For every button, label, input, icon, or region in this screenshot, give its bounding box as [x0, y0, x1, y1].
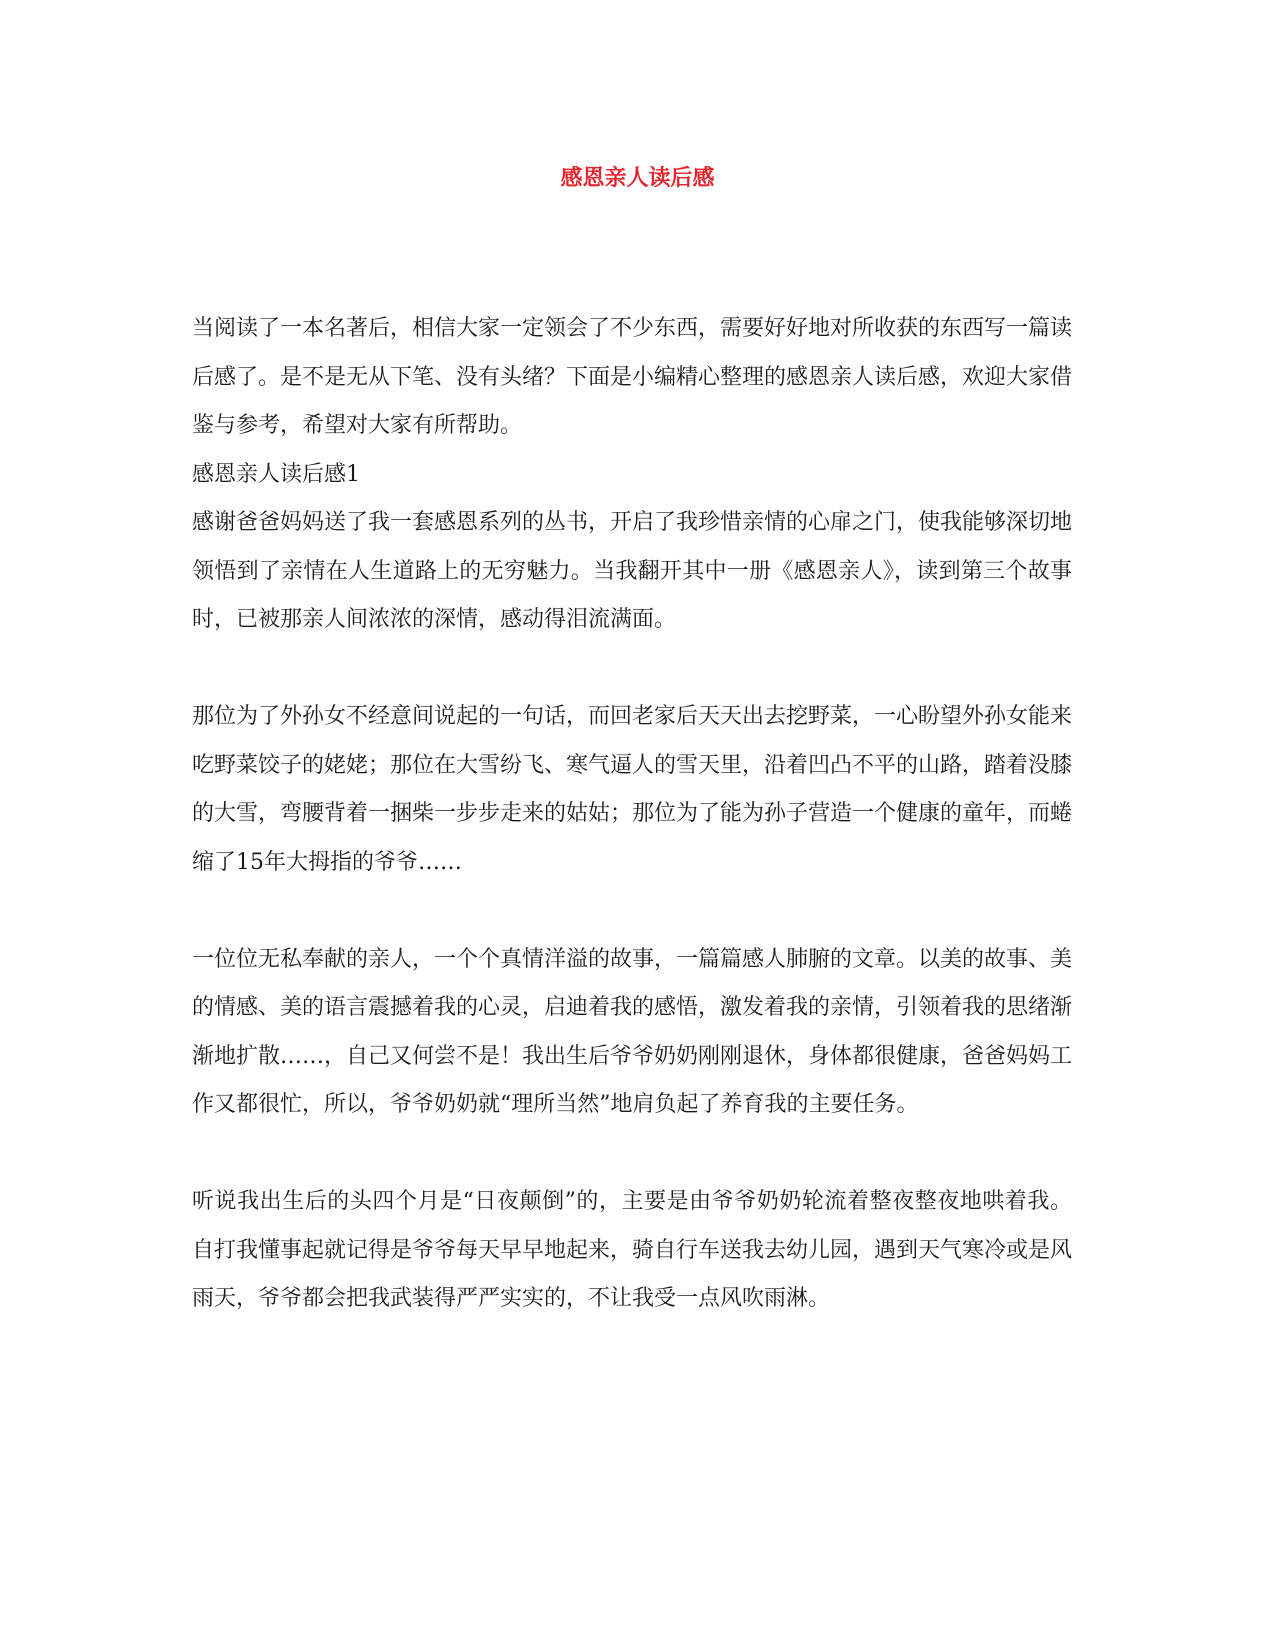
- body-paragraph-1: 感谢爸爸妈妈送了我一套感恩系列的丛书，开启了我珍惜亲情的心扉之门，使我能够深切地领悟到了亲情在人生道路上的无穷魅力。当我翻开其中一册《感恩亲人》，读到第三个故事时，已被那亲人间浓浓的深情，感动得泪流满面。: [192, 510, 1073, 632]
- paragraph-gap: [192, 1130, 1072, 1179]
- section-heading: 感恩亲人读后感1: [192, 461, 360, 487]
- document-body: [192, 305, 1072, 1324]
- body-paragraph-3: 一位位无私奉献的亲人，一个个真情洋溢的故事，一篇篇感人肺腑的文章。以美的故事、美的情感、美的语言震撼着我的心灵，启迪着我的感悟，激发着我的亲情，引领着我的思绪渐渐地扩散……，自己又何尝不是！我出生后爷爷奶奶刚刚退休，身体都很健康，爸爸妈妈工作又都很忙，所以，爷爷奶奶就“理所当然”地肩负起了养育我的主要任务。: [192, 946, 1073, 1117]
- body-paragraph-2: 那位为了外孙女不经意间说起的一句话，而回老家后天天出去挖野菜，一心盼望外孙女能来吃野菜饺子的姥姥；那位在大雪纷飞、寒气逼人的雪天里，沿着凹凸不平的山路，踏着没膝的大雪，弯腰背着一捆柴一步步走来的姑姑；那位为了能为孙子营造一个健康的童年，而蜷缩了15年大拇指的爷爷……: [192, 704, 1073, 875]
- paragraph-gap: [192, 887, 1072, 936]
- intro-paragraph: 当阅读了一本名著后，相信大家一定领会了不少东西，需要好好地对所收获的东西写一篇读后感了。是不是无从下笔、没有头绪？下面是小编精心整理的感恩亲人读后感，欢迎大家借鉴与参考，希望对大家有所帮助。: [192, 316, 1073, 438]
- document-title: 感恩亲人读后感: [560, 165, 715, 191]
- paragraph-gap: [192, 645, 1072, 694]
- body-paragraph-4: 听说我出生后的头四个月是“日夜颠倒”的，主要是由爷爷奶奶轮流着整夜整夜地哄着我。自打我懂事起就记得是爷爷每天早早地起来，骑自行车送我去幼儿园，遇到天气寒冷或是风雨天，爷爷都会把我武装得严严实实的，不让我受一点风吹雨淋。: [192, 1189, 1073, 1311]
